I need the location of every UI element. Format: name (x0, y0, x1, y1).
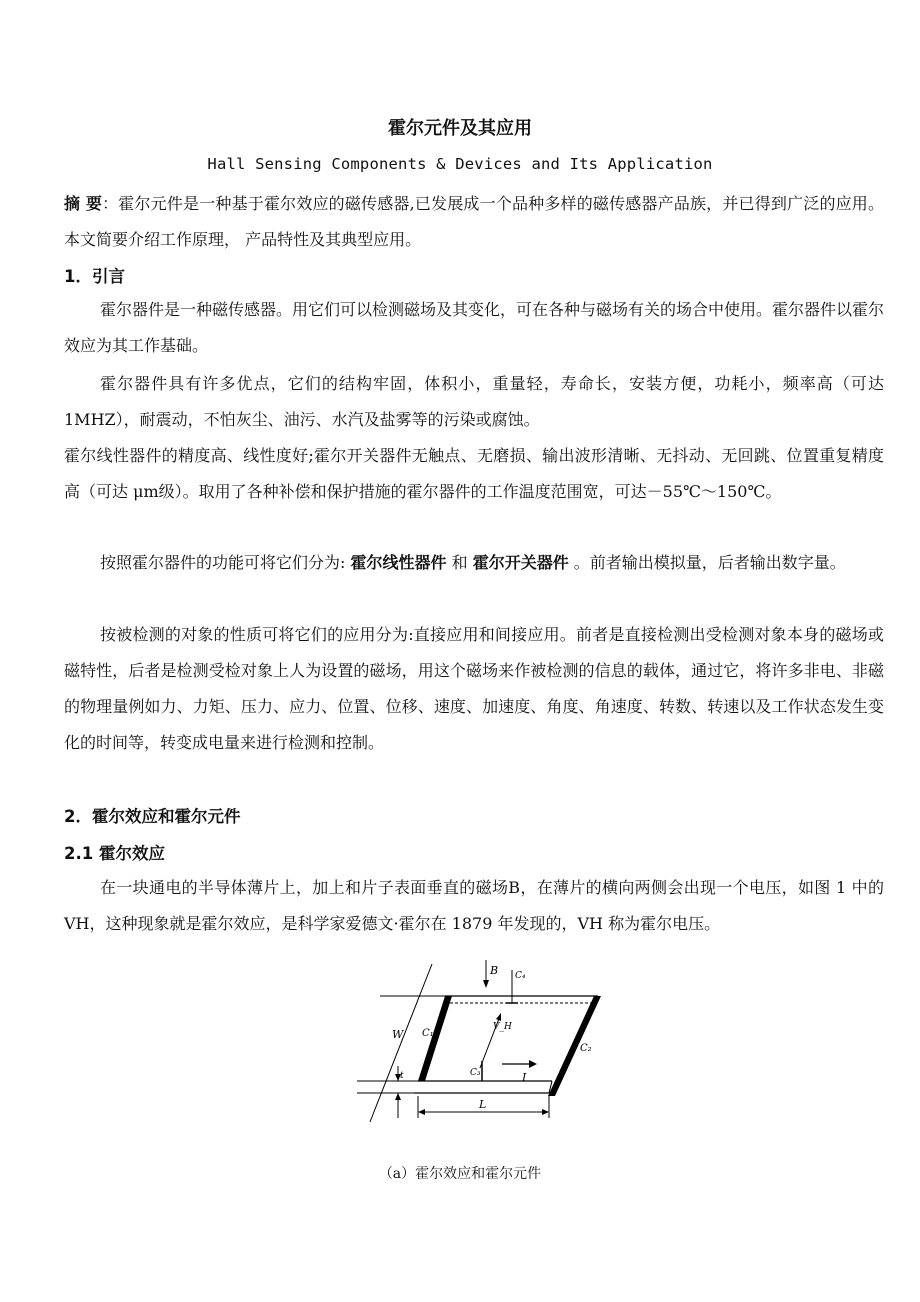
label-w: W (392, 1028, 404, 1041)
abstract-label: 摘 要 (64, 194, 103, 213)
hall-effect-diagram (352, 956, 608, 1128)
b-field-arrowhead (483, 980, 489, 988)
section-2-heading: 2．霍尔效应和霍尔元件 (64, 807, 241, 826)
section-1-heading: 1．引言 (64, 267, 125, 286)
section-1-paragraph-1: 霍尔器件是一种磁传感器。用它们可以检测磁场及其变化，可在各种与磁场有关的场合中使用。霍尔器件以霍尔效应为其工作基础。 (64, 300, 885, 355)
label-t: t (400, 1071, 404, 1081)
section-1-paragraph-2: 霍尔器件具有许多优点，它们的结构牢固，体积小，重量轻，寿命长，安装方便，功耗小，频率高（可达 1MHZ），耐震动，不怕灰尘、油污、水汽及盐雾等的污染或腐蚀。 (64, 374, 884, 429)
label-c3: C₃ (470, 1068, 481, 1078)
document-title: 霍尔元件及其应用 (388, 118, 532, 139)
label-c2: C₂ (580, 1043, 592, 1054)
p4-text-d: 。前者输出模拟量，后者输出数字量。 (568, 553, 846, 572)
figure-caption: （a）霍尔效应和霍尔元件 (378, 1166, 542, 1182)
section-2-1-heading: 2.1 霍尔效应 (64, 844, 165, 863)
electrode-c2 (548, 996, 601, 1096)
label-i: I (522, 1071, 527, 1084)
p4-text-c: 和 (446, 553, 473, 572)
label-l: L (479, 1098, 487, 1111)
p4-text-a: 按照霍尔器件的功能可将它们分为: (100, 553, 351, 572)
label-c1: C₁ (422, 1028, 434, 1039)
section-1-paragraph-5: 按被检测的对象的性质可将它们的应用分为:直接应用和间接应用。前者是直接检测出受检测对象本身的磁场或磁特性，后者是检测受检对象上人为设置的磁场，用这个磁场来作被检测的信息的载体，通过它，将许多非电、非磁的物理量例如力、力矩、压力、应力、位置、位移、速度、加速度、角度、角速度、转数、转速以及工作状态发生变化的时间等，转变成电量来进行检测和控制。 (64, 625, 884, 752)
switch-device-term: 霍尔开关器件 (472, 553, 569, 572)
w-dimension-line (370, 964, 432, 1122)
section-1-paragraph-4 (64, 545, 884, 581)
linear-device-term: 霍尔线性器件 (350, 553, 447, 572)
current-arrowhead (529, 1060, 537, 1068)
l-arrowhead-right (542, 1109, 549, 1115)
label-b: B (490, 964, 499, 977)
t-arrowhead-bottom (395, 1093, 401, 1100)
label-c4: C₄ (515, 971, 526, 981)
abstract-paragraph (64, 186, 884, 258)
abstract-text: ：霍尔元件是一种基于霍尔效应的磁传感器,已发展成一个品种多样的磁传感器产品族，并已得到广泛的应用。本文简要介绍工作原理， 产品特性及其典型应用。 (64, 194, 884, 249)
section-2-1-paragraph: 在一块通电的半导体薄片上，加上和片子表面垂直的磁场B，在薄片的横向两侧会出现一个电压，如图 1 中的 VH，这种现象就是霍尔效应，是科学家爱德文·霍尔在 1879 年发现的，VH 称为霍尔电压。 (64, 878, 884, 933)
section-1-paragraph-3: 霍尔线性器件的精度高、线性度好;霍尔开关器件无触点、无磨损、输出波形清晰、无抖动、无回跳、位置重复精度高（可达 μm级）。取用了各种补偿和保护措施的霍尔器件的工作温度范围宽，可达－55℃～150℃。 (64, 446, 884, 501)
document-subtitle: Hall Sensing Components & Devices and Its Application (207, 155, 713, 173)
vh-arrowhead (496, 1013, 501, 1021)
label-vh: V_H (493, 1022, 512, 1032)
l-arrowhead-left (418, 1109, 425, 1115)
